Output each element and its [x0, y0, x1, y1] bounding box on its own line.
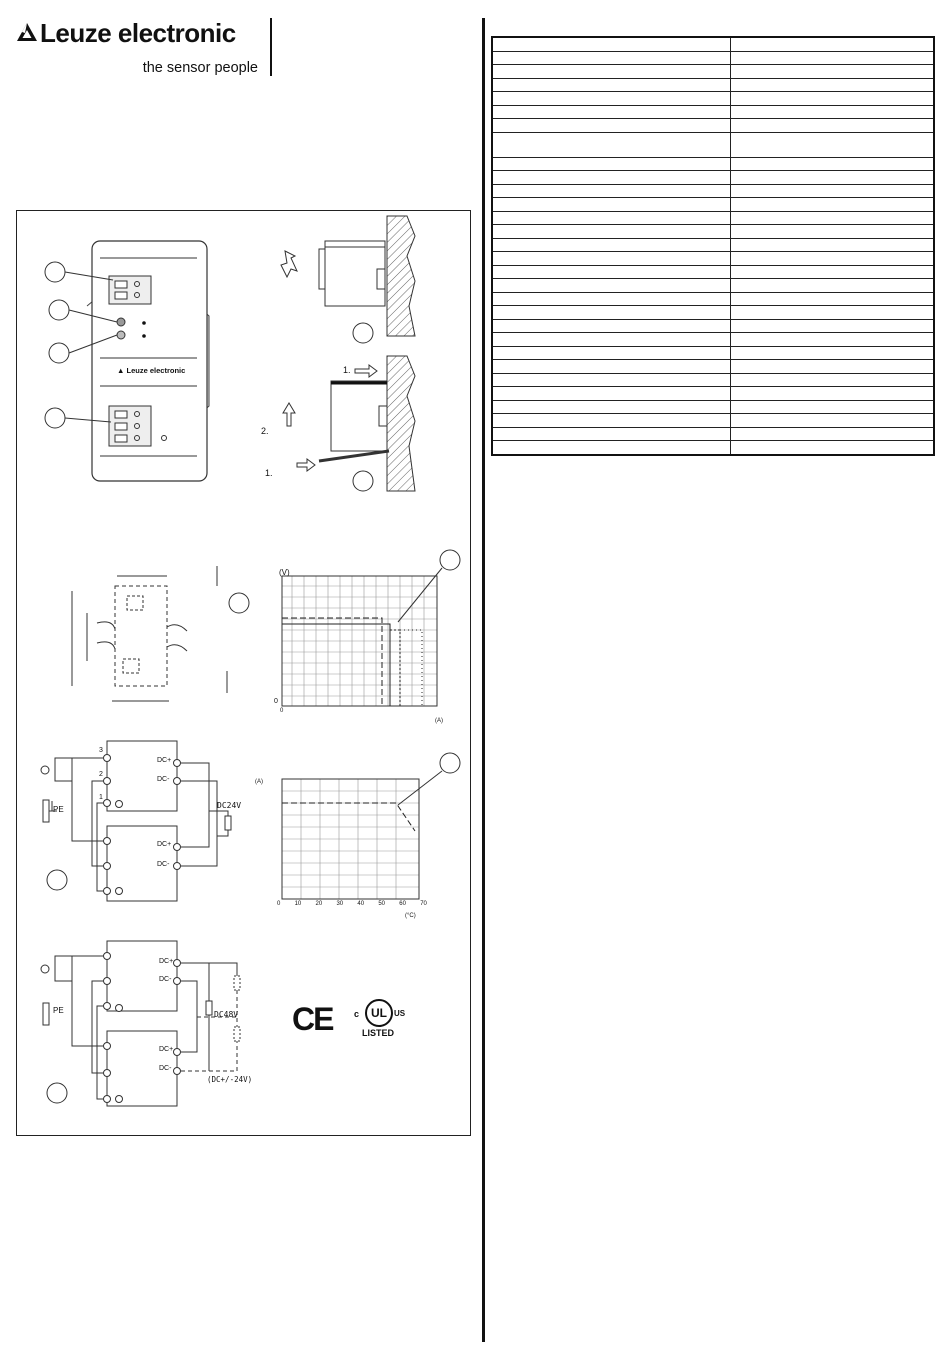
spec-label-cell — [492, 184, 731, 198]
derating-chart-y-unit: (A) — [255, 779, 263, 785]
spec-label-cell — [492, 105, 731, 119]
dc-minus-label-1: DC- — [157, 776, 170, 783]
device-front-view — [37, 236, 247, 486]
spec-row — [492, 279, 934, 293]
dc-minus-label-2: DC- — [157, 861, 170, 868]
spec-row — [492, 427, 934, 441]
spec-value-cell — [731, 333, 935, 347]
step-label-1a: 1. — [343, 365, 351, 375]
spec-row — [492, 265, 934, 279]
spec-row — [492, 37, 934, 51]
dc-plus-label-3: DC+ — [159, 958, 174, 965]
parallel-wiring-diagram — [37, 736, 257, 906]
spec-row — [492, 132, 934, 157]
logo-triangle-icon: ▲ — [117, 366, 127, 375]
spec-label-cell — [492, 37, 731, 51]
derating-x-tick: 10 — [294, 901, 302, 907]
spec-label-cell — [492, 92, 731, 106]
spec-value-cell — [731, 252, 935, 266]
ul-listed-mark — [352, 999, 412, 1043]
spec-value-cell — [731, 238, 935, 252]
spec-table — [491, 36, 935, 456]
spec-row — [492, 373, 934, 387]
terminal-3-label: 3 — [99, 747, 103, 754]
dc-split-label: (DC+/-24V) — [207, 1075, 253, 1084]
ul-c-label: c — [354, 1009, 360, 1019]
spec-label-cell — [492, 198, 731, 212]
dc24v-label: DC24V — [217, 801, 242, 810]
spec-row — [492, 333, 934, 347]
derating-chart-x-ticks — [277, 901, 427, 907]
spec-value-cell — [731, 78, 935, 92]
spec-value-cell — [731, 51, 935, 65]
spec-value-cell — [731, 319, 935, 333]
brand-header — [16, 18, 276, 80]
derating-chart — [272, 751, 462, 926]
spec-value-cell — [731, 157, 935, 171]
spec-label-cell — [492, 373, 731, 387]
derating-x-tick: 60 — [399, 901, 406, 907]
series-wiring-diagram — [37, 931, 277, 1111]
spec-label-cell — [492, 238, 731, 252]
spec-value-cell — [731, 132, 935, 157]
derating-chart-x-unit: (°C) — [405, 913, 416, 919]
spec-value-cell — [731, 400, 935, 414]
spec-row — [492, 105, 934, 119]
spec-label-cell — [492, 292, 731, 306]
spec-value-cell — [731, 265, 935, 279]
ce-mark-icon: CE — [292, 1001, 333, 1037]
pe-label-2: PE — [53, 1006, 64, 1015]
spec-row — [492, 400, 934, 414]
header-divider — [270, 18, 272, 76]
figure-panel — [16, 210, 471, 1136]
din-rail-mount-drawing — [257, 211, 457, 346]
output-voltage-chart — [272, 546, 462, 736]
terminal-2-label: 2 — [99, 771, 103, 778]
dc48v-label: DC48V — [214, 1010, 239, 1019]
spec-label-cell — [492, 441, 731, 455]
device-logo-text: Leuze electronic — [126, 366, 186, 375]
spec-row — [492, 184, 934, 198]
spec-label-cell — [492, 387, 731, 401]
spec-value-cell — [731, 171, 935, 185]
spec-label-cell — [492, 157, 731, 171]
din-rail-release-drawing — [257, 351, 457, 496]
spec-row — [492, 157, 934, 171]
spec-row — [492, 346, 934, 360]
voltage-chart-y-zero: 0 — [274, 698, 278, 705]
spec-row — [492, 198, 934, 212]
spec-value-cell — [731, 346, 935, 360]
spec-value-cell — [731, 292, 935, 306]
dc-minus-label-3: DC- — [159, 976, 172, 983]
dc-plus-label-2: DC+ — [157, 841, 172, 848]
spec-row — [492, 65, 934, 79]
spec-row — [492, 92, 934, 106]
spec-value-cell — [731, 279, 935, 293]
spec-row — [492, 51, 934, 65]
spec-row — [492, 414, 934, 428]
dc-plus-label-4: DC+ — [159, 1046, 174, 1053]
spec-value-cell — [731, 119, 935, 133]
spec-value-cell — [731, 373, 935, 387]
derating-x-tick: 30 — [336, 901, 344, 907]
spec-label-cell — [492, 132, 731, 157]
spec-label-cell — [492, 333, 731, 347]
derating-x-tick: 70 — [420, 901, 427, 907]
spec-value-cell — [731, 37, 935, 51]
spec-label-cell — [492, 400, 731, 414]
spec-label-cell — [492, 51, 731, 65]
spec-row — [492, 119, 934, 133]
brand-name: Leuze electronic — [40, 18, 236, 48]
voltage-chart-x-zero: 0 — [280, 708, 284, 714]
spec-label-cell — [492, 65, 731, 79]
spec-row — [492, 319, 934, 333]
pe-label-1: PE — [53, 805, 64, 814]
leuze-logo-icon — [16, 22, 38, 42]
dimension-drawing — [57, 551, 257, 706]
ul-listed-label: LISTED — [362, 1028, 395, 1038]
spec-row — [492, 306, 934, 320]
brand-tagline: the sensor people — [142, 60, 258, 76]
spec-row — [492, 441, 934, 455]
spec-row — [492, 252, 934, 266]
spec-value-cell — [731, 414, 935, 428]
spec-label-cell — [492, 252, 731, 266]
spec-value-cell — [731, 306, 935, 320]
voltage-chart-y-unit: (V) — [279, 568, 290, 577]
ul-circle-icon: UL — [365, 999, 393, 1027]
derating-x-tick: 50 — [378, 901, 386, 907]
spec-value-cell — [731, 225, 935, 239]
spec-value-cell — [731, 92, 935, 106]
spec-value-cell — [731, 65, 935, 79]
spec-row — [492, 387, 934, 401]
spec-table-body — [492, 37, 934, 455]
spec-row — [492, 292, 934, 306]
spec-value-cell — [731, 211, 935, 225]
spec-row — [492, 238, 934, 252]
derating-x-tick: 40 — [357, 901, 365, 907]
spec-label-cell — [492, 427, 731, 441]
derating-x-tick: 20 — [315, 901, 323, 907]
spec-row — [492, 78, 934, 92]
voltage-chart-x-unit: (A) — [435, 718, 443, 724]
dc-minus-label-4: DC- — [159, 1065, 172, 1072]
spec-label-cell — [492, 306, 731, 320]
spec-label-cell — [492, 119, 731, 133]
spec-value-cell — [731, 184, 935, 198]
spec-label-cell — [492, 360, 731, 374]
spec-label-cell — [492, 265, 731, 279]
spec-row — [492, 360, 934, 374]
spec-value-cell — [731, 441, 935, 455]
spec-label-cell — [492, 414, 731, 428]
dc-plus-label-1: DC+ — [157, 757, 172, 764]
spec-value-cell — [731, 198, 935, 212]
spec-value-cell — [731, 360, 935, 374]
device-logo-label — [117, 366, 185, 375]
spec-label-cell — [492, 78, 731, 92]
spec-label-cell — [492, 211, 731, 225]
step-label-1b: 1. — [265, 468, 273, 478]
derating-x-tick: 0 — [277, 901, 281, 907]
terminal-1-label: 1 — [99, 794, 103, 801]
step-label-2: 2. — [261, 426, 269, 436]
spec-label-cell — [492, 225, 731, 239]
spec-row — [492, 171, 934, 185]
ul-us-label: US — [394, 1009, 406, 1018]
spec-label-cell — [492, 171, 731, 185]
column-divider — [482, 18, 485, 1342]
spec-label-cell — [492, 346, 731, 360]
spec-value-cell — [731, 387, 935, 401]
spec-row — [492, 225, 934, 239]
spec-row — [492, 211, 934, 225]
spec-value-cell — [731, 427, 935, 441]
spec-value-cell — [731, 105, 935, 119]
spec-label-cell — [492, 279, 731, 293]
spec-label-cell — [492, 319, 731, 333]
